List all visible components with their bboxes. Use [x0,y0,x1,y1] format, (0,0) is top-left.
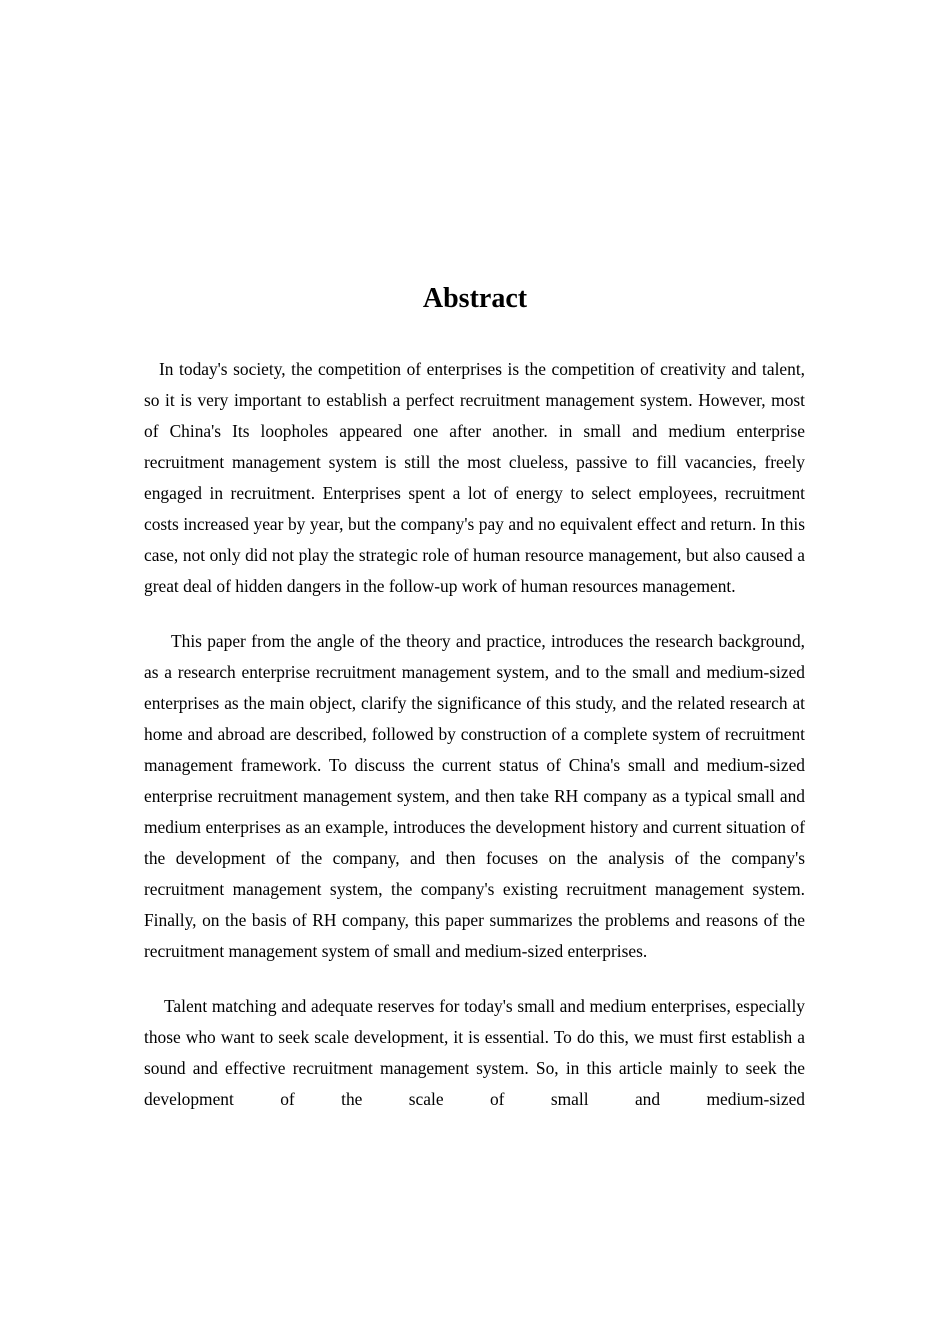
abstract-paragraph-1: In today's society, the competition of enterprises is the competition of creativity and talent, so it is very important to establish a perfect recruitment management system. However, most of China's Its loopholes appeared one after another. in small and medium enterprise recruitment management system is still the most clueless, passive to fill vacancies, freely engaged in recruitment. Enterprises spent a lot of energy to select employees, recruitment costs increased year by year, but the company's pay and no equivalent effect and return. In this case, not only did not play the strategic role of human resource management, but also caused a great deal of hidden dangers in the follow-up work of human resources management. [144,359,805,596]
abstract-paragraph-3: Talent matching and adequate reserves for today's small and medium enterprises, especially those who want to seek scale development, it is essential. To do this, we must first establish a sound and effective recruitment management system. So, in this article mainly to seek the development of the scale of small and medium-sized [144,996,805,1109]
abstract-paragraph-2: This paper from the angle of the theory and practice, introduces the research background, as a research enterprise recruitment management system, and to the small and medium-sized enterprises as the main object, clarify the significance of this study, and the related research at home and abroad are described, followed by construction of a complete system of recruitment management framework. To discuss the current status of China's small and medium-sized enterprise recruitment management system, and then take RH company as a typical small and medium enterprises as an example, introduces the development history and current situation of the development of the company, and then focuses on the analysis of the company's recruitment management system, the company's existing recruitment management system. Finally, on the basis of RH company, this paper summarizes the problems and reasons of the recruitment management system of small and medium-sized enterprises. [144,631,805,961]
abstract-body [144,354,805,1115]
abstract-heading: Abstract [422,283,528,314]
